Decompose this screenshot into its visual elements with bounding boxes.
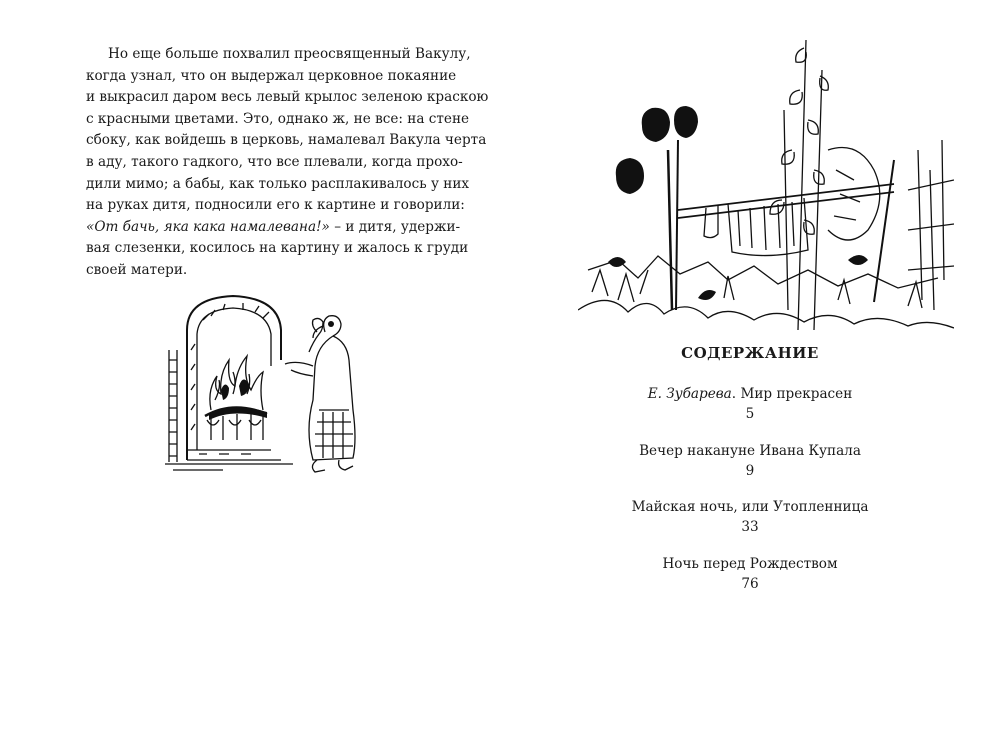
right-page xyxy=(500,0,1000,750)
text-line: своей матери. xyxy=(86,261,188,278)
toc-entry-page: 5 xyxy=(745,406,755,422)
text-line: когда узнал, что он выдержал церковное покаяние xyxy=(86,67,457,84)
text-line: и выкрасил даром весь левый крылос зеленою краскою xyxy=(86,89,489,106)
text-line: вая слезенки, косилось на картину и жалось к груди xyxy=(86,240,469,257)
text-line: Но еще больше похвалил преосвященный Вакулу, xyxy=(108,46,471,62)
text-line: сбоку, как войдешь в церковь, намалевал Вакула черта xyxy=(86,132,487,149)
toc-entry xyxy=(500,554,1000,594)
text-line: с красными цветами. Это, однако ж, не все: на стене xyxy=(86,110,470,127)
toc-entry xyxy=(500,384,1000,424)
toc-entry-page: 76 xyxy=(741,576,759,592)
text-line: дили мимо; а бабы, как только расплакивалось у них xyxy=(86,175,470,192)
toc-entry-title xyxy=(500,384,1000,404)
fireplace-illustration xyxy=(163,290,375,490)
toc-entry-title-text: . Мир прекрасен xyxy=(731,386,853,402)
toc-entry xyxy=(500,441,1000,481)
toc-entry-title: Вечер накануне Ивана Купала xyxy=(639,443,861,459)
story-paragraph xyxy=(86,44,489,282)
text-line: на руках дитя, подносили его к картине и говорили: xyxy=(86,197,465,214)
text-line: в аду, такого гадкого, что все плевали, когда прохо- xyxy=(86,153,463,170)
toc-entry xyxy=(500,497,1000,537)
toc-entry-author: Е. Зубарева xyxy=(647,386,732,402)
toc-entry-page: 9 xyxy=(745,463,755,479)
toc-title: СОДЕРЖАНИЕ xyxy=(681,344,819,362)
quote-text: «От бачь, яка кака намалевана!» xyxy=(86,218,330,235)
text-line xyxy=(86,217,461,239)
toc-entry-page: 33 xyxy=(741,519,759,535)
toc-entry-title: Майская ночь, или Утопленница xyxy=(631,499,869,515)
toc-entry-title: Ночь перед Рождеством xyxy=(662,556,838,572)
garden-fence-illustration xyxy=(578,30,954,330)
text-fragment: – и дитя, удержи- xyxy=(329,218,461,235)
